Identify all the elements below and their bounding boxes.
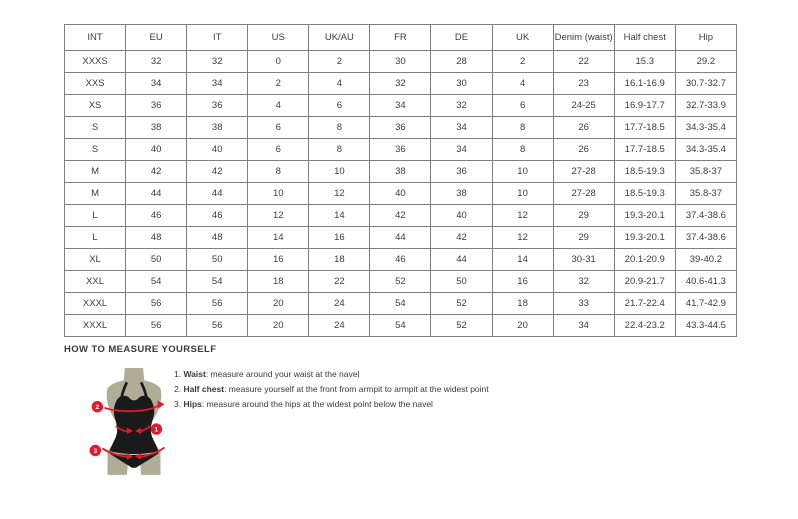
step-label: Half chest — [183, 384, 225, 394]
measurement-steps — [174, 367, 489, 412]
table-cell: 16.9-17.7 — [614, 95, 675, 117]
svg-text:3: 3 — [93, 447, 98, 455]
table-cell: 44 — [431, 249, 492, 271]
table-cell: 20.9-21.7 — [614, 271, 675, 293]
column-header: UK — [492, 25, 553, 51]
table-cell: 54 — [126, 271, 187, 293]
table-cell: 12 — [309, 183, 370, 205]
table-cell: 43.3-44.5 — [675, 315, 736, 337]
table-cell: 14 — [492, 249, 553, 271]
table-cell: 35.8-37 — [675, 161, 736, 183]
table-cell: 2 — [248, 73, 309, 95]
table-row — [65, 51, 737, 73]
table-cell: 56 — [126, 315, 187, 337]
table-cell: 29.2 — [675, 51, 736, 73]
table-cell: 16 — [492, 271, 553, 293]
table-cell: 6 — [248, 117, 309, 139]
table-cell: 34 — [431, 117, 492, 139]
table-row — [65, 183, 737, 205]
table-cell: XXL — [65, 271, 126, 293]
table-cell: 40.6-41.3 — [675, 271, 736, 293]
table-cell: 12 — [492, 205, 553, 227]
how-to-measure-title: HOW TO MEASURE YOURSELF — [64, 344, 217, 355]
table-cell: 20 — [248, 315, 309, 337]
table-row — [65, 139, 737, 161]
table-cell: 12 — [492, 227, 553, 249]
table-cell: 36 — [370, 139, 431, 161]
table-cell: 28 — [431, 51, 492, 73]
table-cell: 32 — [431, 95, 492, 117]
table-cell: 0 — [248, 51, 309, 73]
table-cell: 34.3-35.4 — [675, 139, 736, 161]
table-cell: 22 — [309, 271, 370, 293]
table-row — [65, 161, 737, 183]
table-cell: 54 — [370, 293, 431, 315]
table-cell: 50 — [126, 249, 187, 271]
table-cell: XXXL — [65, 315, 126, 337]
table-cell: 8 — [248, 161, 309, 183]
size-chart-header — [65, 25, 737, 51]
table-cell: 38 — [187, 117, 248, 139]
table-row — [65, 271, 737, 293]
table-cell: 52 — [431, 315, 492, 337]
table-cell: 44 — [187, 183, 248, 205]
table-cell: 26 — [553, 139, 614, 161]
measurement-figure — [82, 368, 186, 480]
step-number: 2. — [174, 384, 184, 394]
table-cell: 34 — [126, 73, 187, 95]
table-cell: 50 — [431, 271, 492, 293]
table-cell: 24-25 — [553, 95, 614, 117]
table-cell: 8 — [309, 139, 370, 161]
table-cell: 30 — [431, 73, 492, 95]
size-chart-table — [64, 24, 737, 337]
table-cell: 26 — [553, 117, 614, 139]
table-cell: 24 — [309, 315, 370, 337]
table-cell: 36 — [370, 117, 431, 139]
table-cell: 32.7-33.9 — [675, 95, 736, 117]
table-cell: XXXS — [65, 51, 126, 73]
table-cell: 30-31 — [553, 249, 614, 271]
table-cell: M — [65, 183, 126, 205]
chest-badge — [92, 401, 103, 412]
column-header: INT — [65, 25, 126, 51]
table-cell: 6 — [248, 139, 309, 161]
table-row — [65, 293, 737, 315]
table-cell: 34 — [431, 139, 492, 161]
table-cell: 8 — [309, 117, 370, 139]
table-cell: 12 — [248, 205, 309, 227]
column-header: DE — [431, 25, 492, 51]
table-cell: 29 — [553, 227, 614, 249]
table-cell: 27-28 — [553, 161, 614, 183]
table-cell: 41.7-42.9 — [675, 293, 736, 315]
table-cell: 22.4-23.2 — [614, 315, 675, 337]
column-header: Denim (waist) — [553, 25, 614, 51]
table-cell: 48 — [187, 227, 248, 249]
table-cell: 46 — [370, 249, 431, 271]
table-cell: 38 — [126, 117, 187, 139]
table-cell: 10 — [492, 161, 553, 183]
table-cell: 35.8-37 — [675, 183, 736, 205]
table-row — [65, 249, 737, 271]
table-cell: 23 — [553, 73, 614, 95]
table-cell: 44 — [126, 183, 187, 205]
table-cell: 46 — [187, 205, 248, 227]
table-cell: 14 — [248, 227, 309, 249]
measurement-step — [174, 397, 489, 412]
table-cell: 18 — [248, 271, 309, 293]
table-cell: 32 — [370, 73, 431, 95]
table-cell: 38 — [370, 161, 431, 183]
column-header: Half chest — [614, 25, 675, 51]
table-cell: 36 — [187, 95, 248, 117]
column-header: FR — [370, 25, 431, 51]
table-cell: 19.3-20.1 — [614, 205, 675, 227]
table-cell: 18.5-19.3 — [614, 161, 675, 183]
column-header: EU — [126, 25, 187, 51]
table-cell: 18 — [309, 249, 370, 271]
table-cell: L — [65, 227, 126, 249]
table-cell: 33 — [553, 293, 614, 315]
table-cell: 19.3-20.1 — [614, 227, 675, 249]
table-cell: 6 — [309, 95, 370, 117]
table-cell: 34.3-35.4 — [675, 117, 736, 139]
table-cell: 37.4-38.6 — [675, 205, 736, 227]
table-cell: 29 — [553, 205, 614, 227]
table-cell: 8 — [492, 139, 553, 161]
table-cell: 20 — [248, 293, 309, 315]
table-cell: 22 — [553, 51, 614, 73]
table-cell: 39-40.2 — [675, 249, 736, 271]
step-text: : measure around your waist at the navel — [205, 369, 360, 379]
table-cell: 34 — [370, 95, 431, 117]
table-cell: 18.5-19.3 — [614, 183, 675, 205]
measurement-step — [174, 382, 489, 397]
table-cell: 30.7-32.7 — [675, 73, 736, 95]
size-chart-body — [65, 51, 737, 337]
table-cell: 52 — [370, 271, 431, 293]
table-cell: 20.1-20.9 — [614, 249, 675, 271]
swimsuit — [110, 396, 159, 468]
table-cell: 8 — [492, 117, 553, 139]
step-number: 1. — [174, 369, 184, 379]
table-cell: XXXL — [65, 293, 126, 315]
table-cell: XL — [65, 249, 126, 271]
table-cell: 37.4-38.6 — [675, 227, 736, 249]
table-cell: 20 — [492, 315, 553, 337]
table-cell: 6 — [492, 95, 553, 117]
table-cell: 15.3 — [614, 51, 675, 73]
table-cell: 18 — [492, 293, 553, 315]
table-cell: 2 — [309, 51, 370, 73]
table-cell: 44 — [370, 227, 431, 249]
table-cell: 4 — [492, 73, 553, 95]
table-cell: 24 — [309, 293, 370, 315]
table-row — [65, 205, 737, 227]
table-cell: M — [65, 161, 126, 183]
table-cell: 38 — [431, 183, 492, 205]
table-cell: 56 — [126, 293, 187, 315]
table-cell: 42 — [187, 161, 248, 183]
table-cell: S — [65, 139, 126, 161]
table-cell: 16.1-16.9 — [614, 73, 675, 95]
column-header: UK/AU — [309, 25, 370, 51]
table-cell: 54 — [370, 315, 431, 337]
table-cell: 17.7-18.5 — [614, 117, 675, 139]
table-cell: XXS — [65, 73, 126, 95]
table-cell: 21.7-22.4 — [614, 293, 675, 315]
table-cell: 52 — [431, 293, 492, 315]
table-row — [65, 73, 737, 95]
table-cell: 4 — [248, 95, 309, 117]
table-cell: 40 — [187, 139, 248, 161]
table-cell: L — [65, 205, 126, 227]
table-cell: 2 — [492, 51, 553, 73]
table-cell: 42 — [431, 227, 492, 249]
table-cell: 17.7-18.5 — [614, 139, 675, 161]
step-text: : measure yourself at the front from armpit to armpit at the widest point — [224, 384, 489, 394]
step-text: : measure around the hips at the widest point below the navel — [201, 399, 433, 409]
table-cell: 10 — [492, 183, 553, 205]
table-cell: 14 — [309, 205, 370, 227]
table-cell: 10 — [248, 183, 309, 205]
table-cell: 40 — [126, 139, 187, 161]
svg-text:2: 2 — [95, 404, 100, 412]
table-row — [65, 95, 737, 117]
table-cell: 27-28 — [553, 183, 614, 205]
table-cell: 50 — [187, 249, 248, 271]
step-number: 3. — [174, 399, 184, 409]
column-header: Hip — [675, 25, 736, 51]
table-cell: 16 — [248, 249, 309, 271]
step-label: Waist — [183, 369, 206, 379]
table-cell: 4 — [309, 73, 370, 95]
table-cell: XS — [65, 95, 126, 117]
table-cell: 56 — [187, 293, 248, 315]
table-cell: S — [65, 117, 126, 139]
table-cell: 32 — [126, 51, 187, 73]
table-cell: 48 — [126, 227, 187, 249]
table-cell: 36 — [126, 95, 187, 117]
table-cell: 56 — [187, 315, 248, 337]
table-cell: 40 — [431, 205, 492, 227]
table-cell: 10 — [309, 161, 370, 183]
table-cell: 42 — [126, 161, 187, 183]
chest-arrowhead — [157, 401, 164, 409]
mannequin-illustration — [82, 368, 186, 480]
table-row — [65, 315, 737, 337]
table-cell: 32 — [187, 51, 248, 73]
header-row — [65, 25, 737, 51]
table-row — [65, 227, 737, 249]
table-cell: 34 — [553, 315, 614, 337]
table-cell: 40 — [370, 183, 431, 205]
measurement-step — [174, 367, 489, 382]
table-cell: 42 — [370, 205, 431, 227]
svg-text:1: 1 — [154, 426, 159, 434]
table-cell: 34 — [187, 73, 248, 95]
table-cell: 36 — [431, 161, 492, 183]
table-cell: 32 — [553, 271, 614, 293]
column-header: IT — [187, 25, 248, 51]
table-cell: 16 — [309, 227, 370, 249]
column-header: US — [248, 25, 309, 51]
waist-badge — [151, 423, 162, 434]
table-cell: 30 — [370, 51, 431, 73]
hips-badge — [90, 445, 101, 456]
table-row — [65, 117, 737, 139]
table-cell: 54 — [187, 271, 248, 293]
table-cell: 46 — [126, 205, 187, 227]
step-label: Hips — [183, 399, 202, 409]
